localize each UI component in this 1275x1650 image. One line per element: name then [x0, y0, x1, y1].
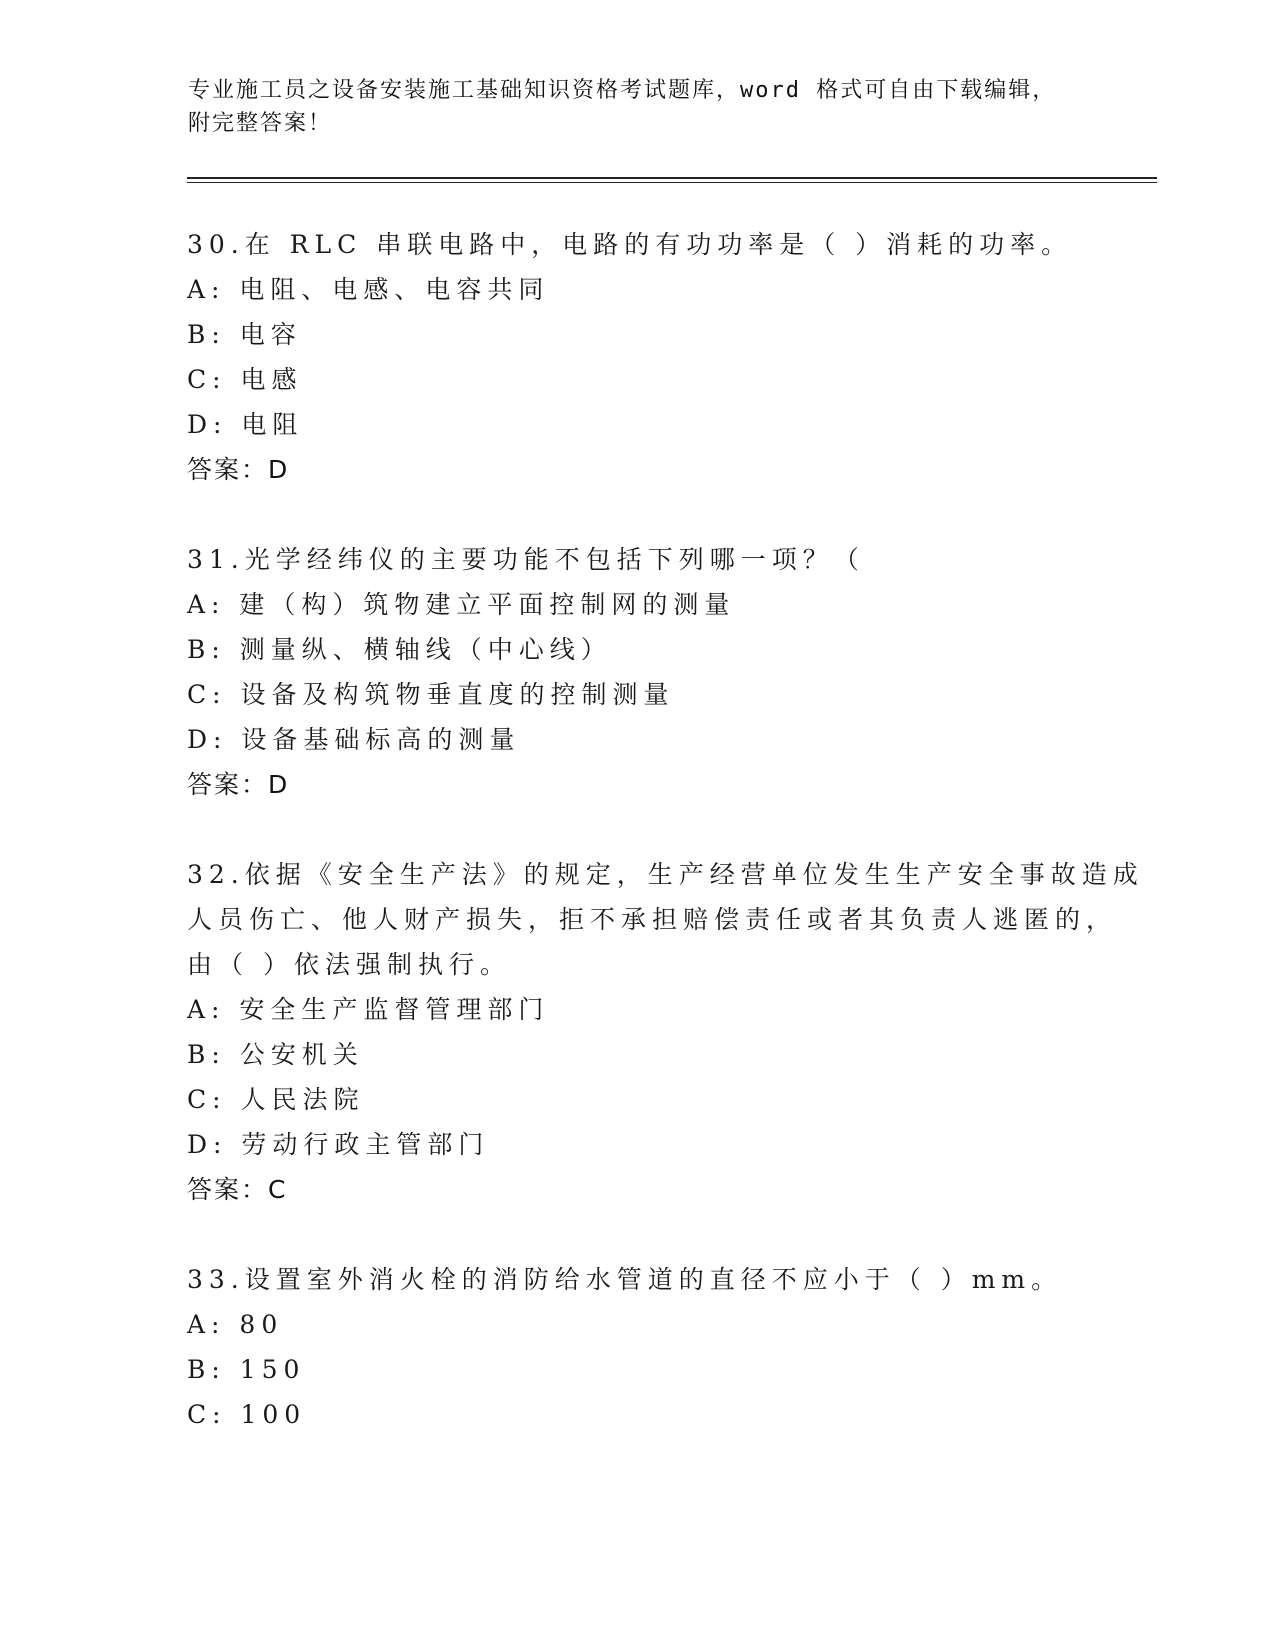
question-31-option-c: C: 设备及构筑物垂直度的控制测量: [187, 680, 675, 709]
question-32-stem-line-3: 由（ ）依法强制执行。: [187, 950, 511, 979]
question-31-option-a: A: 建（构）筑物建立平面控制网的测量: [187, 590, 736, 619]
document-header: [188, 74, 1088, 140]
header-divider-thin: [187, 182, 1157, 183]
header-divider-thick: [187, 177, 1157, 179]
question-31-option-b: B: 测量纵、横轴线（中心线）: [187, 635, 612, 664]
question-32-option-a: A: 安全生产监督管理部门: [187, 995, 550, 1024]
question-30-option-d: D: 电阻: [187, 410, 304, 439]
question-32-answer: 答案：C: [187, 1175, 288, 1204]
question-31-option-d: D: 设备基础标高的测量: [187, 725, 521, 754]
question-30-stem: 30.在 RLC 串联电路中，电路的有功功率是（ ）消耗的功率。: [187, 230, 1073, 259]
header-line-1: 专业施工员之设备安装施工基础知识资格考试题库，word 格式可自由下载编辑，: [188, 78, 1057, 103]
question-33-option-b: B: 150: [187, 1355, 306, 1384]
question-30-option-b: B: 电容: [187, 320, 302, 349]
question-31-stem: 31.光学经纬仪的主要功能不包括下列哪一项？（: [187, 545, 865, 574]
question-32-option-d: D: 劳动行政主管部门: [187, 1130, 490, 1159]
question-32-option-b: B: 公安机关: [187, 1040, 364, 1069]
question-33-option-a: A: 80: [187, 1310, 284, 1339]
header-line-2: 附完整答案！: [188, 111, 333, 136]
question-30-option-c: C: 电感: [187, 365, 303, 394]
question-32-option-c: C: 人民法院: [187, 1085, 365, 1114]
question-31-answer: 答案：D: [187, 770, 290, 799]
question-32-stem-line-1: 32.依据《安全生产法》的规定，生产经营单位发生生产安全事故造成: [187, 860, 1144, 889]
question-32-stem-line-2: 人员伤亡、他人财产损失，拒不承担赔偿责任或者其负责人逃匿的，: [187, 905, 1118, 934]
question-30-option-a: A: 电阻、电感、电容共同: [187, 275, 550, 304]
question-33-option-c: C: 100: [187, 1400, 307, 1429]
question-33-stem: 33.设置室外消火栓的消防给水管道的直径不应小于（ ）mm。: [187, 1265, 1063, 1294]
question-30-answer: 答案：D: [187, 455, 290, 484]
